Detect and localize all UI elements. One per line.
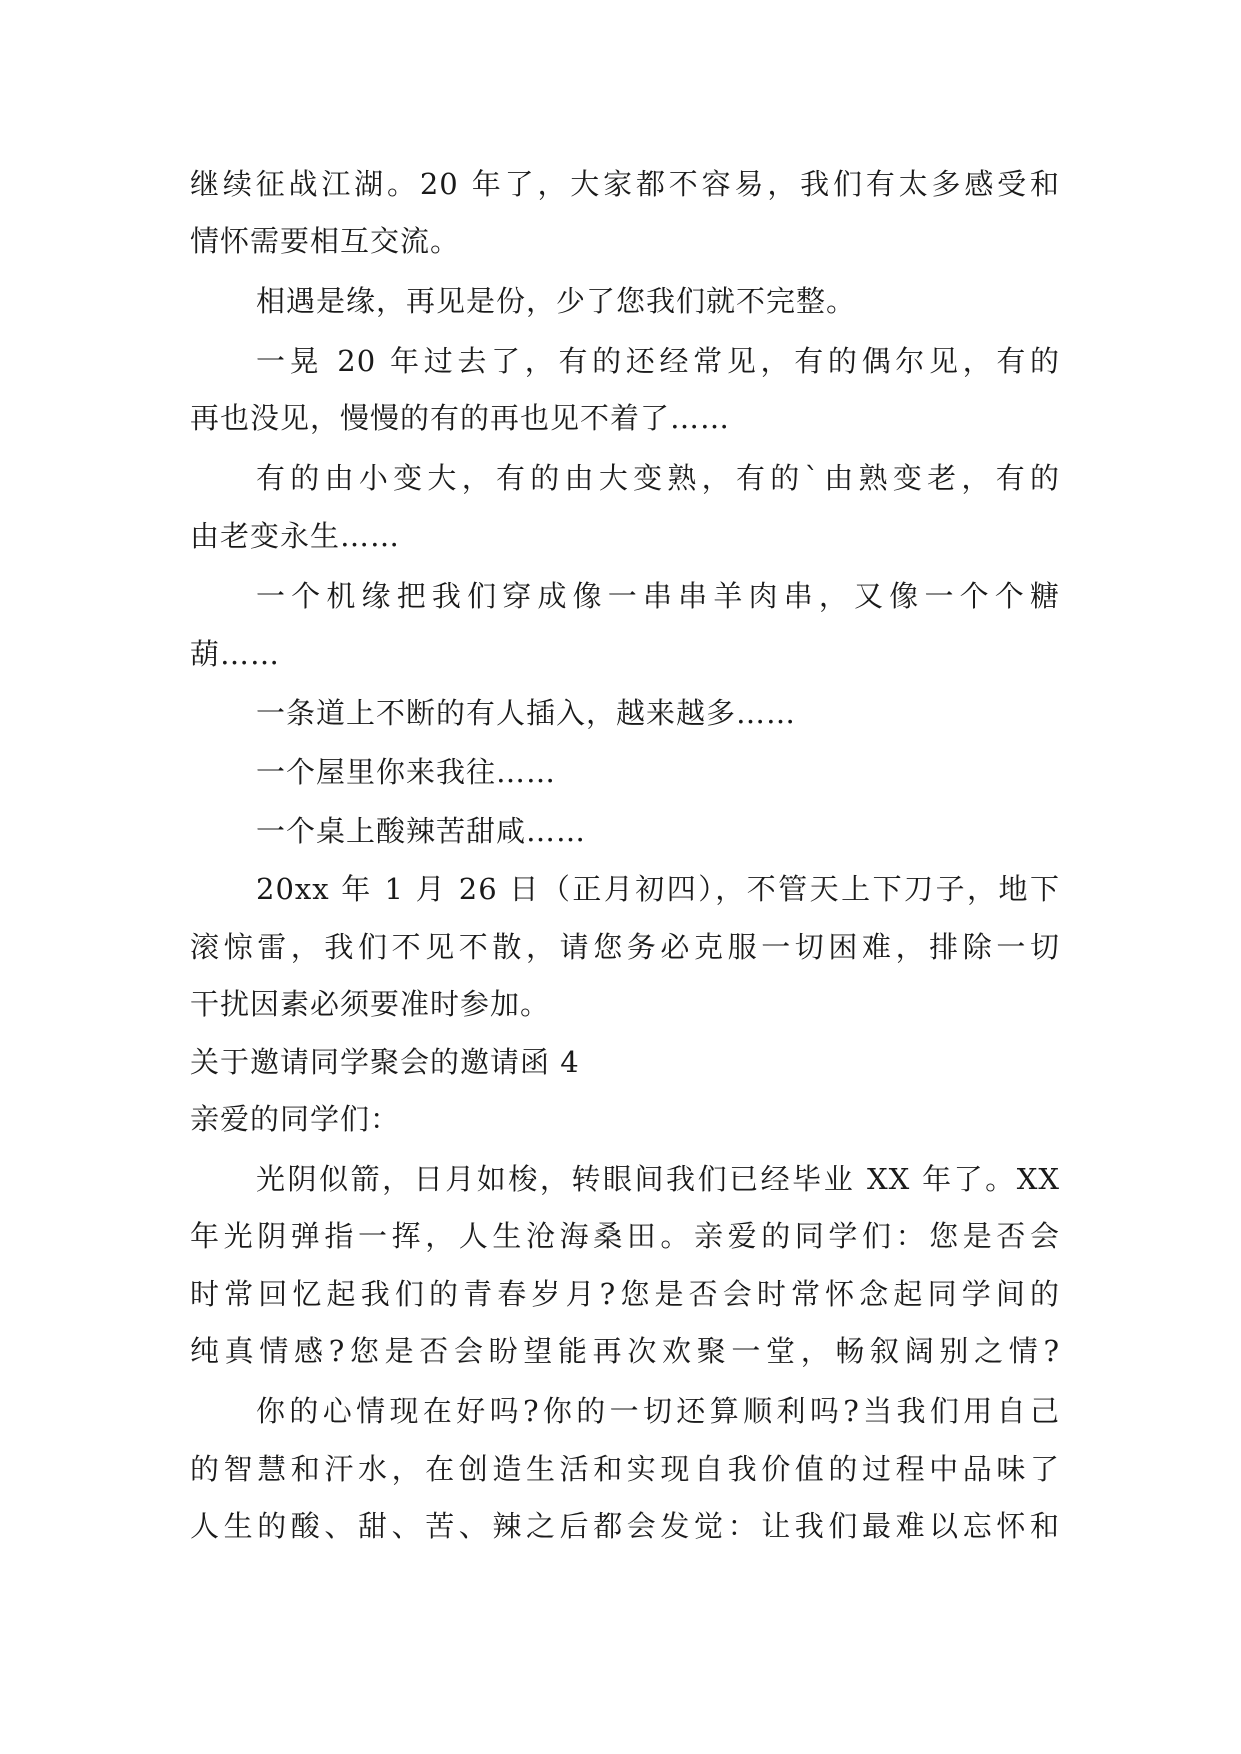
text-line: 光阴似箭，日月如梭，转眼间我们已经毕业 XX 年了。XX	[256, 1162, 1060, 1196]
text-line: 一条道上不断的有人插入，越来越多……	[256, 696, 797, 730]
text-line: 滚惊雷，我们不见不散，请您务必克服一切困难，排除一切	[190, 930, 1060, 964]
text-line: 由老变永生……	[190, 519, 401, 553]
text-line: 干扰因素必须要准时参加。	[190, 987, 551, 1021]
text-line: 20xx 年 1 月 26 日（正月初四），不管天上下刀子，地下	[256, 872, 1060, 906]
section-heading: 关于邀请同学聚会的邀请函 4	[190, 1045, 580, 1079]
text-line: 人生的酸、甜、苦、辣之后都会发觉：让我们最难以忘怀和	[190, 1509, 1060, 1543]
text-line: 的智慧和汗水，在创造生活和实现自我价值的过程中品味了	[190, 1452, 1060, 1486]
text-line: 你的心情现在好吗?你的一切还算顺利吗?当我们用自己	[256, 1394, 1060, 1428]
salutation: 亲爱的同学们：	[190, 1102, 401, 1136]
text-line: 再也没见，慢慢的有的再也见不着了……	[190, 401, 731, 435]
text-line: 继续征战江湖。20 年了，大家都不容易，我们有太多感受和	[190, 167, 1060, 201]
text-line: 一晃 20 年过去了，有的还经常见，有的偶尔见，有的	[256, 344, 1060, 378]
text-line: 时常回忆起我们的青春岁月?您是否会时常怀念起同学间的	[190, 1277, 1060, 1311]
text-line: 一个机缘把我们穿成像一串串羊肉串，又像一个个糖	[256, 579, 1060, 613]
text-line: 情怀需要相互交流。	[190, 224, 461, 258]
text-line: 葫……	[190, 637, 281, 671]
text-line: 相遇是缘，再见是份，少了您我们就不完整。	[256, 284, 857, 318]
text-line: 一个桌上酸辣苦甜咸……	[256, 814, 587, 848]
text-line: 年光阴弹指一挥，人生沧海桑田。亲爱的同学们：您是否会	[190, 1219, 1060, 1253]
text-line: 有的由小变大，有的由大变熟，有的`由熟变老，有的	[256, 461, 1060, 495]
text-line: 一个屋里你来我往……	[256, 755, 557, 789]
text-line: 纯真情感?您是否会盼望能再次欢聚一堂，畅叙阔别之情?	[190, 1334, 1060, 1368]
